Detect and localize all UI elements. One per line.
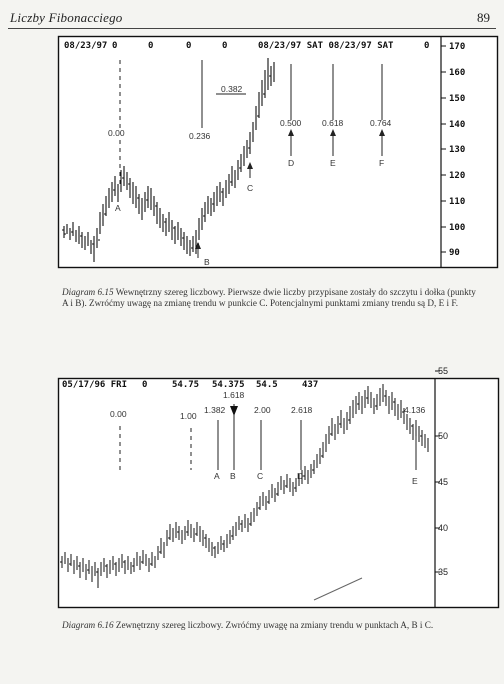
chart2-axis-35: 35 [438, 567, 449, 577]
chart2-point-a: A [214, 471, 220, 481]
caption2-label: Diagram 6.16 [62, 620, 114, 630]
chart2-fib-label-4136: 4.136 [404, 405, 426, 415]
chart2-header-n5: 437 [302, 380, 319, 390]
chart2-axis-45: 45 [438, 477, 449, 487]
page-header [0, 0, 504, 30]
chart1-header-mid: 08/23/97 SAT 08/23/97 SAT [258, 41, 394, 51]
chart1-header-tail: 0 [424, 41, 430, 51]
chart2-header-n2: 54.75 [172, 380, 200, 390]
chart1-point-f: F [379, 158, 385, 168]
chart2-point-d: D [297, 471, 304, 481]
chart1-axis-150: 150 [449, 94, 466, 104]
chart1-axis-160: 160 [449, 68, 466, 78]
chart1-fib-label-0: 0.00 [108, 128, 125, 138]
chart1-axis-130: 130 [449, 145, 466, 155]
chart1-header-zero-2: 0 [148, 41, 154, 51]
chart2-header-n1: 0 [142, 380, 148, 390]
header-rule [8, 28, 496, 29]
chart2-fib-label-1618: 1.618 [223, 390, 245, 400]
chart1-point-c: C [247, 183, 254, 193]
chart1-point-b: B [204, 257, 210, 267]
chart1-header-date: 08/23/97 [64, 41, 108, 51]
chart1-header-zero-3: 0 [186, 41, 192, 51]
chart1-axis-140: 140 [449, 120, 466, 130]
chart1-axis-120: 120 [449, 171, 466, 181]
chart2-fib-label-100: 1.00 [180, 411, 197, 421]
chart1-axis-110: 110 [449, 197, 466, 207]
chart2-axis-40: 40 [438, 523, 449, 533]
chart2-axis-50: 50 [438, 431, 449, 441]
chart-diagram-6-15 [58, 36, 498, 268]
chart2-header-n4: 54.5 [256, 380, 278, 390]
caption2-text: Zewnętrzny szereg liczbowy. Zwróćmy uwagę na zmiany trendu w punktach A, B i C. [115, 620, 434, 630]
caption1-label: Diagram 6.15 [62, 287, 114, 297]
chart1-axis-100: 100 [449, 223, 466, 233]
caption1-text: Wewnętrzny szereg liczbowy. Pierwsze dwie liczby przypisane zostały do szczytu i dołka (punkty A i B). Zwróćmy uwagę na zmianę trendu w punkcie C. Potencjalnymi punktami zmiany trendu są D, E i F. [62, 287, 476, 308]
chart1-fib-label-0236: 0.236 [189, 131, 211, 141]
chart2-fib-label-200: 2.00 [254, 405, 271, 415]
running-title: Liczby Fibonacciego [10, 10, 123, 25]
chart2-header-date: 05/17/96 FRI [62, 380, 128, 390]
chart-diagram-6-16 [58, 366, 504, 608]
page-number: 89 [477, 10, 490, 25]
chart1-header-zero-1: 0 [112, 41, 118, 51]
chart2-point-b: B [230, 471, 236, 481]
chart1-frame [59, 37, 498, 268]
caption-diagram-6-16 [62, 620, 482, 631]
chart2-point-e: E [412, 476, 418, 486]
chart1-axis-170: 170 [449, 42, 466, 52]
chart1-fib-label-0500: 0.500 [280, 118, 302, 128]
chart2-fib-label-2618: 2.618 [291, 405, 313, 415]
chart1-point-a: A [115, 203, 121, 213]
caption-diagram-6-15 [62, 287, 482, 309]
chart2-fib-label-000: 0.00 [110, 409, 127, 419]
chart2-axis-55: 55 [438, 366, 449, 376]
chart1-axis-90: 90 [449, 248, 460, 258]
chart1-fib-label-0764: 0.764 [370, 118, 392, 128]
chart2-header-n3: 54.375 [212, 380, 245, 390]
chart1-fib-label-0382: 0.382 [221, 84, 243, 94]
chart1-fib-label-0618: 0.618 [322, 118, 344, 128]
chart1-point-e: E [330, 158, 336, 168]
chart1-point-d: D [288, 158, 295, 168]
chart2-fib-label-1382: 1.382 [204, 405, 226, 415]
chart2-point-c: C [257, 471, 264, 481]
chart1-header-zero-4: 0 [222, 41, 228, 51]
